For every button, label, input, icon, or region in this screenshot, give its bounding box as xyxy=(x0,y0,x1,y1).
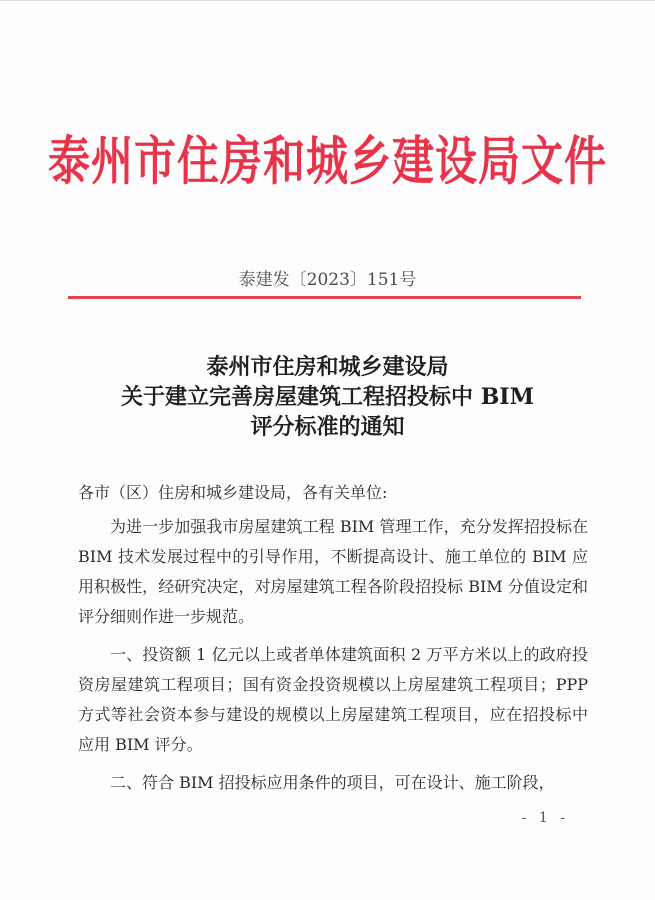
paragraph-intro: 为进一步加强我市房屋建筑工程 BIM 管理工作，充分发挥招投标在 BIM 技术发展过程中的引导作用，不断提高设计、施工单位的 BIM 应用积极性，经研究决定，对房屋建筑工程各阶段招投标 BIM 分值设定和评分细则作进一步规范。 xyxy=(78,517,588,626)
paragraph-item-2: 二、符合 BIM 招投标应用条件的项目，可在设计、施工阶段， xyxy=(110,773,555,792)
notice-title-line-2: 关于建立完善房屋建筑工程招投标中 BIM xyxy=(121,384,534,410)
notice-title xyxy=(0,352,655,442)
page-number: - 1 - xyxy=(521,810,569,826)
document-number: 泰建发〔2023〕151号 xyxy=(238,270,417,290)
header-red-rule xyxy=(68,296,581,299)
notice-title-line-3: 评分标准的通知 xyxy=(250,414,405,440)
paragraph-item-1: 一、投资额 1 亿元以上或者单体建筑面积 2 万平方米以上的政府投资房屋建筑工程项目；国有资金投资规模以上房屋建筑工程项目；PPP 方式等社会资本参与建设的规模以上房屋建筑工程项目，应在招投标中应用 BIM 评分。 xyxy=(78,645,588,754)
notice-title-line-1: 泰州市住房和城乡建设局 xyxy=(206,354,449,380)
page-top-border xyxy=(0,0,655,1)
document-body xyxy=(78,478,588,798)
salutation: 各市（区）住房和城乡建设局，各有关单位: xyxy=(78,483,388,502)
org-header-title: 泰州市住房和城乡建设局文件 xyxy=(47,130,607,192)
